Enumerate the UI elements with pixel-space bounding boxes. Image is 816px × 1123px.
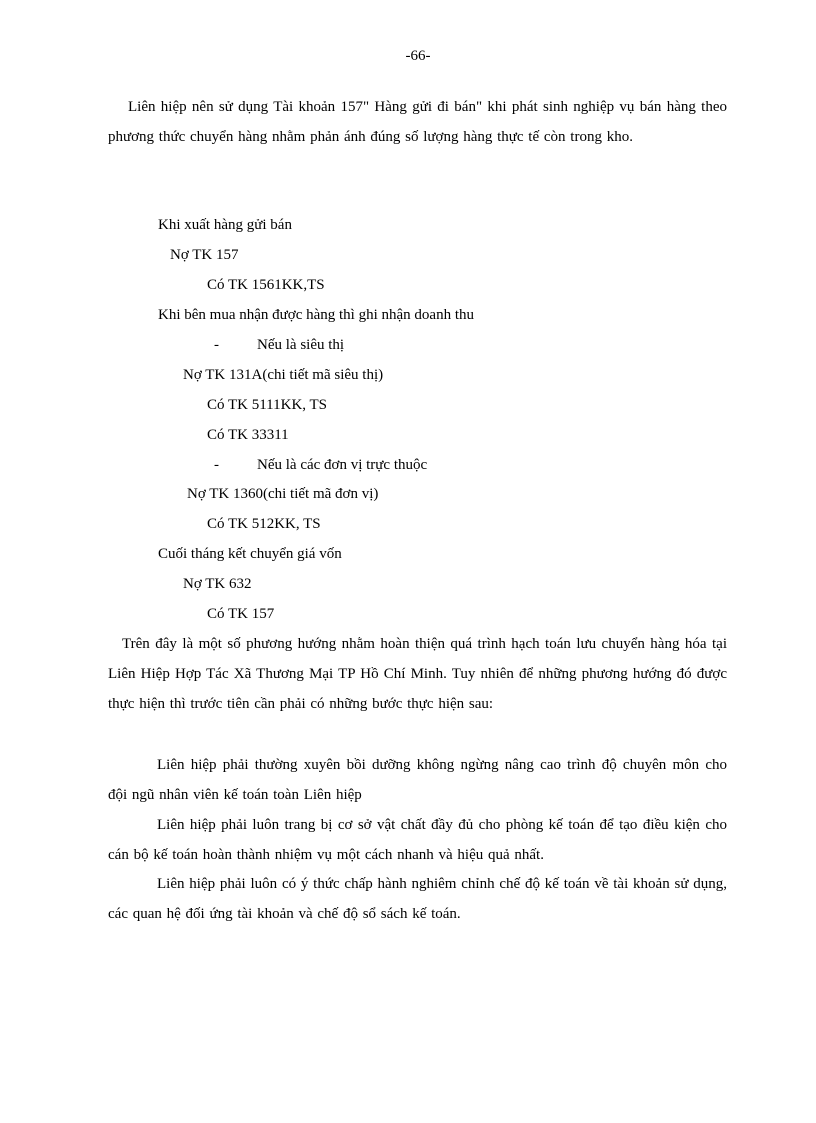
cost-credit-entry: Có TK 157 [207,606,275,622]
intro-paragraph: Liên hiệp nên sử dụng Tài khoản 157" Hàng gửi đi bán" khi phát sinh nghiệp vụ bán hàng theo phương thức chuyển hàng nhằm phản ánh đúng số lượng hàng thực tế còn trong kho. [108,99,727,145]
list-dash: - [214,337,219,353]
supermarket-label: Nếu là siêu thị [257,337,345,353]
export-credit-entry: Có TK 1561KK,TS [207,277,325,293]
unit-debit-entry: Nợ TK 1360(chi tiết mã đơn vị) [187,486,379,502]
revenue-heading: Khi bên mua nhận được hàng thì ghi nhận doanh thu [158,307,475,323]
unit-label: Nếu là các đơn vị trực thuộc [257,457,428,473]
export-heading: Khi xuất hàng gửi bán [158,217,292,233]
supermarket-case [214,330,344,360]
step-paragraph-2: Liên hiệp phải luôn trang bị cơ sở vật chất đầy đủ cho phòng kế toán để tạo điều kiện cho cán bộ kế toán hoàn thành nhiệm vụ một cách nhanh và hiệu quả nhất. [108,817,727,863]
step-paragraph-1: Liên hiệp phải thường xuyên bồi dưỡng không ngừng nâng cao trình độ chuyên môn cho đội ngũ nhân viên kế toán toàn Liên hiệp [108,757,727,803]
summary-paragraph: Trên đây là một số phương hướng nhằm hoàn thiện quá trình hạch toán lưu chuyển hàng hóa tại Liên Hiệp Hợp Tác Xã Thương Mại TP Hồ Chí Minh. Tuy nhiên để những phương hướng đó được thực hiện thì trước tiên cần phải có những bước thực hiện sau: [108,636,727,712]
cost-debit-entry: Nợ TK 632 [183,576,252,592]
list-dash: - [214,457,219,473]
page-number: -66- [405,48,431,64]
step-paragraph-3: Liên hiệp phải luôn có ý thức chấp hành nghiêm chỉnh chế độ kế toán về tài khoản sử dụng, các quan hệ đối ứng tài khoản và chế độ sổ sách kế toán. [108,876,727,922]
unit-credit-entry: Có TK 512KK, TS [207,516,321,532]
cost-heading: Cuối tháng kết chuyển giá vốn [158,546,342,562]
supermarket-credit-entry-1: Có TK 5111KK, TS [207,397,328,413]
unit-case [214,450,427,480]
export-debit-entry: Nợ TK 157 [170,247,239,263]
supermarket-credit-entry-2: Có TK 33311 [207,427,289,443]
supermarket-debit-entry: Nợ TK 131A(chi tiết mã siêu thị) [183,367,384,383]
